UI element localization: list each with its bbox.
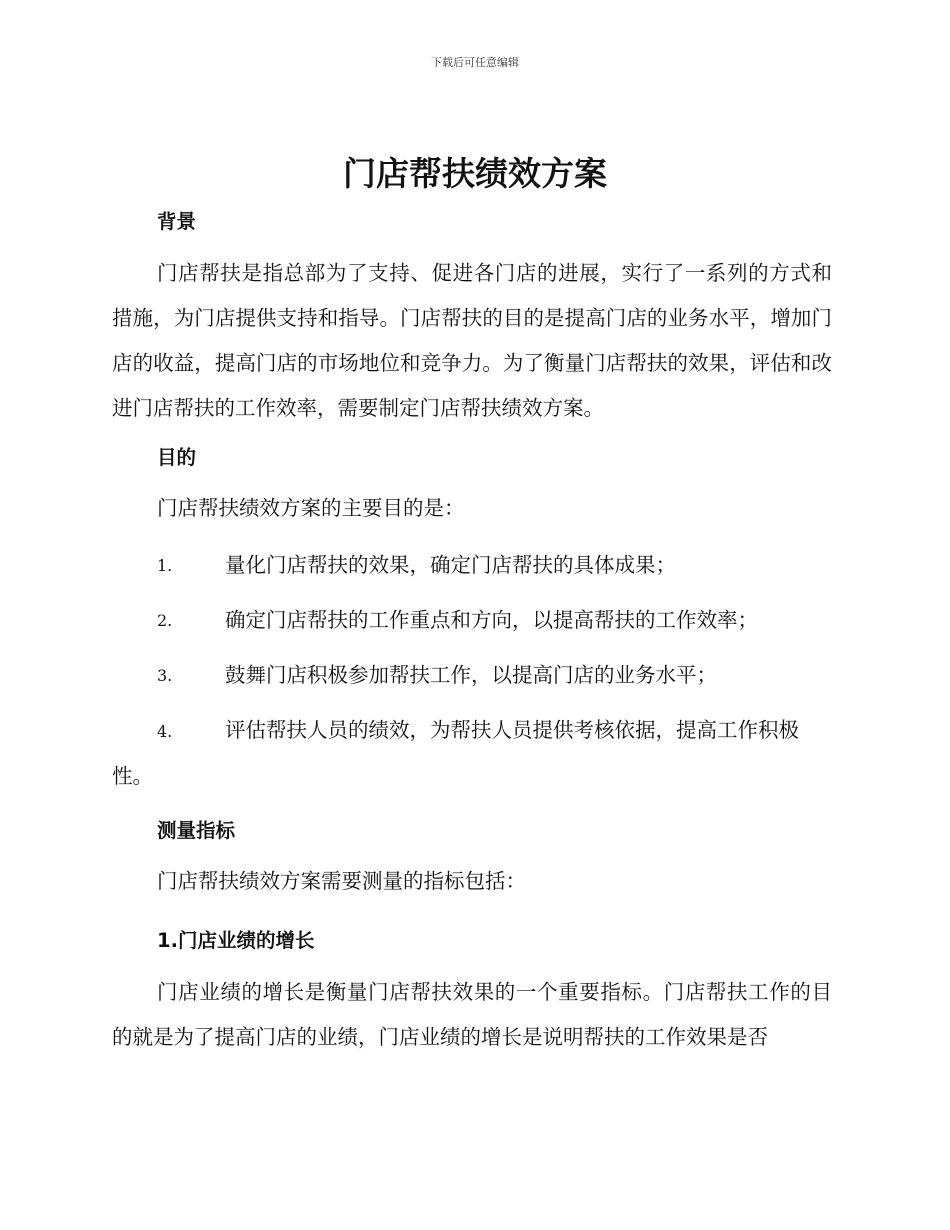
background-paragraph: 门店帮扶是指总部为了支持、促进各门店的进展，实行了一系列的方式和措施，为门店提供支持和指导。门店帮扶的目的是提高门店的业务水平，增加门店的收益，提高门店的市场地位和竞争力。为了衡量门店帮扶的效果，评估和改进门店帮扶的工作效率，需要制定门店帮扶绩效方案。	[112, 261, 832, 420]
list-item-number: 3.	[157, 666, 173, 685]
metrics-sub-heading: 1.门店业绩的增长	[157, 929, 315, 952]
metrics-paragraph: 门店业绩的增长是衡量门店帮扶效果的一个重要指标。门店帮扶工作的目的就是为了提高门店的业绩，门店业绩的增长是说明帮扶的工作效果是否	[112, 980, 832, 1049]
document-title: 门店帮扶绩效方案	[343, 154, 607, 193]
list-item	[112, 653, 832, 698]
list-item	[112, 543, 832, 588]
list-item-text: 鼓舞门店积极参加帮扶工作，以提高门店的业务水平；	[225, 663, 717, 687]
list-item-text: 量化门店帮扶的效果，确定门店帮扶的具体成果；	[225, 553, 676, 577]
purpose-intro: 门店帮扶绩效方案的主要目的是：	[157, 496, 465, 520]
list-item-number: 4.	[157, 722, 173, 741]
list-item-text: 评估帮扶人员的绩效，为帮扶人员提供考核依据，提高工作积极性。	[112, 718, 799, 788]
list-item	[112, 708, 832, 799]
section-heading-metrics: 测量指标	[157, 819, 236, 842]
section-heading-purpose: 目的	[157, 446, 197, 469]
section-heading-background: 背景	[157, 210, 197, 233]
header-note: 下载后可任意编辑	[431, 56, 519, 69]
list-item-text: 确定门店帮扶的工作重点和方向，以提高帮扶的工作效率；	[225, 608, 758, 632]
list-item	[112, 598, 832, 643]
list-item-number: 2.	[157, 611, 173, 630]
metrics-intro: 门店帮扶绩效方案需要测量的指标包括：	[157, 869, 526, 893]
list-item-number: 1.	[157, 556, 173, 575]
